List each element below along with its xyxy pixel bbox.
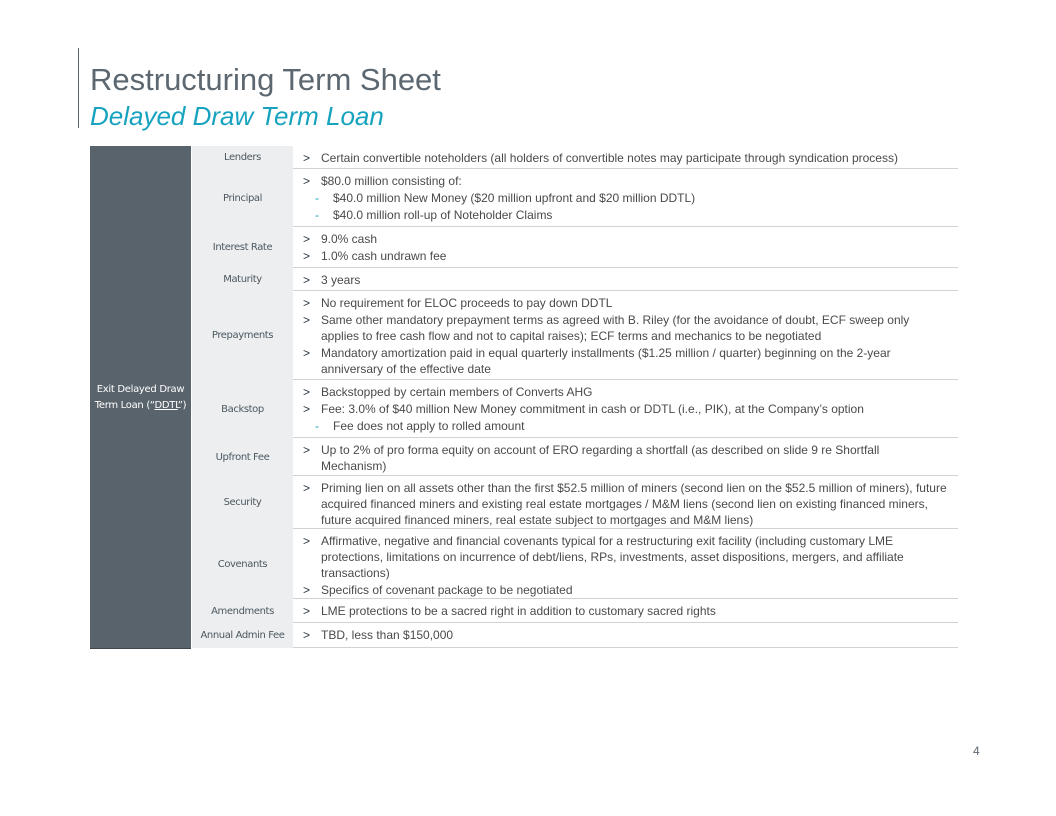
row-content bbox=[293, 438, 958, 476]
bullet-item: > 1.0% cash undrawn fee bbox=[303, 249, 447, 263]
row-label: Prepayments bbox=[191, 291, 293, 380]
bullet-continuation: protections, limitations on incurrence of debt/liens, RPs, investments, asset dispositions, mergers, and affiliate bbox=[321, 550, 904, 564]
bullet-icon: > bbox=[303, 346, 311, 360]
row-label: Security bbox=[191, 476, 293, 529]
bullet-icon: > bbox=[303, 273, 311, 287]
row-content bbox=[293, 529, 958, 599]
bullet-continuation: applies to free cash flow and not to capital raises); ECF terms and mechanics to be negotiated bbox=[321, 329, 822, 343]
bullet-item: > Backstopped by certain members of Converts AHG bbox=[303, 385, 593, 399]
row-principal bbox=[191, 169, 958, 227]
bullet-continuation: acquired financed miners and existing real estate mortgages / M&M liens (second lien on existing financed miners, bbox=[321, 497, 928, 511]
bullet-icon: > bbox=[303, 402, 311, 416]
bullet-icon: > bbox=[303, 534, 311, 548]
row-content bbox=[293, 380, 958, 438]
bullet-icon: > bbox=[303, 583, 311, 597]
row-label: Upfront Fee bbox=[191, 438, 293, 476]
bullet-icon: > bbox=[303, 481, 311, 495]
row-label: Lenders bbox=[191, 146, 293, 169]
row-label: Interest Rate bbox=[191, 227, 293, 268]
bullet-icon: > bbox=[303, 174, 311, 188]
bullet-item: > TBD, less than $150,000 bbox=[303, 628, 454, 642]
bullet-item: > LME protections to be a sacred right in addition to customary sacred rights bbox=[303, 604, 716, 618]
row-label: Covenants bbox=[191, 529, 293, 599]
dash-icon: - bbox=[315, 191, 319, 205]
facility-label-abbr: DDTL bbox=[154, 400, 178, 411]
page-subtitle: Delayed Draw Term Loan bbox=[90, 101, 384, 131]
bullet-icon: > bbox=[303, 385, 311, 399]
row-content bbox=[293, 146, 958, 169]
bullet-item: > Up to 2% of pro forma equity on account of ERO regarding a shortfall (as described on slide 9 re Shortfall bbox=[303, 443, 880, 457]
bullet-item: > Fee: 3.0% of $40 million New Money commitment in cash or DDTL (i.e., PIK), at the Company’s option bbox=[303, 402, 864, 416]
facility-column bbox=[90, 146, 191, 649]
row-label: Backstop bbox=[191, 380, 293, 438]
row-content bbox=[293, 623, 958, 648]
page-number: 4 bbox=[973, 744, 980, 758]
row-content bbox=[293, 291, 958, 380]
bullet-item: > 3 years bbox=[303, 273, 361, 287]
facility-label-suffix: ”) bbox=[177, 400, 187, 411]
bullet-item: > No requirement for ELOC proceeds to pay down DDTL bbox=[303, 296, 613, 310]
row-covenants bbox=[191, 529, 958, 599]
bullet-item: > Priming lien on all assets other than the first $52.5 million of miners (second lien on the $52.5 million of miners), future bbox=[303, 481, 947, 495]
bullet-continuation: future acquired financed miners, real estate subject to mortgages and M&M liens) bbox=[321, 513, 754, 527]
bullet-icon: > bbox=[303, 232, 311, 246]
facility-label bbox=[90, 382, 191, 414]
row-content bbox=[293, 227, 958, 268]
row-annual-admin-fee bbox=[191, 623, 958, 648]
bullet-item: > Mandatory amortization paid in equal quarterly installments ($1.25 million / quarter) beginning on the 2-year bbox=[303, 346, 891, 360]
dash-icon: - bbox=[315, 208, 319, 222]
row-interest-rate bbox=[191, 227, 958, 268]
row-security bbox=[191, 476, 958, 529]
bullet-icon: > bbox=[303, 313, 311, 327]
sub-bullet-item: - $40.0 million New Money ($20 million upfront and $20 million DDTL) bbox=[315, 191, 696, 205]
bullet-item: > Specifics of covenant package to be negotiated bbox=[303, 583, 573, 597]
row-label: Annual Admin Fee bbox=[191, 623, 293, 648]
sub-bullet-item: - Fee does not apply to rolled amount bbox=[315, 419, 525, 433]
row-label: Principal bbox=[191, 169, 293, 227]
bullet-icon: > bbox=[303, 604, 311, 618]
row-content bbox=[293, 599, 958, 623]
bullet-item: > Certain convertible noteholders (all holders of convertible notes may participate through syndication process) bbox=[303, 151, 898, 165]
bullet-icon: > bbox=[303, 296, 311, 310]
bullet-icon: > bbox=[303, 151, 311, 165]
dash-icon: - bbox=[315, 419, 319, 433]
bullet-icon: > bbox=[303, 443, 311, 457]
row-content bbox=[293, 476, 958, 529]
facility-label-line1: Exit Delayed Draw bbox=[96, 384, 185, 395]
title-accent-bar bbox=[78, 48, 79, 128]
row-content bbox=[293, 268, 958, 291]
bullet-item: > Same other mandatory prepayment terms as agreed with B. Riley (for the avoidance of doubt, ECF sweep only bbox=[303, 313, 910, 327]
row-maturity bbox=[191, 268, 958, 291]
bullet-continuation: transactions) bbox=[321, 566, 390, 580]
facility-label-prefix: Term Loan (“ bbox=[94, 400, 155, 411]
row-upfront-fee bbox=[191, 438, 958, 476]
bullet-continuation: anniversary of the effective date bbox=[321, 362, 491, 376]
page-title: Restructuring Term Sheet bbox=[90, 62, 441, 97]
row-prepayments bbox=[191, 291, 958, 380]
sub-bullet-item: - $40.0 million roll-up of Noteholder Claims bbox=[315, 208, 553, 222]
bullet-item: > Affirmative, negative and financial covenants typical for a restructuring exit facility (including customary LME bbox=[303, 534, 894, 548]
row-content bbox=[293, 169, 958, 227]
bullet-icon: > bbox=[303, 249, 311, 263]
bullet-continuation: Mechanism) bbox=[321, 459, 387, 473]
row-amendments bbox=[191, 599, 958, 623]
bullet-icon: > bbox=[303, 628, 311, 642]
row-lenders bbox=[191, 146, 958, 169]
row-label: Maturity bbox=[191, 268, 293, 291]
row-label: Amendments bbox=[191, 599, 293, 623]
row-backstop bbox=[191, 380, 958, 438]
bullet-item: > 9.0% cash bbox=[303, 232, 378, 246]
term-sheet-table bbox=[90, 146, 958, 648]
bullet-item: > $80.0 million consisting of: bbox=[303, 174, 462, 188]
